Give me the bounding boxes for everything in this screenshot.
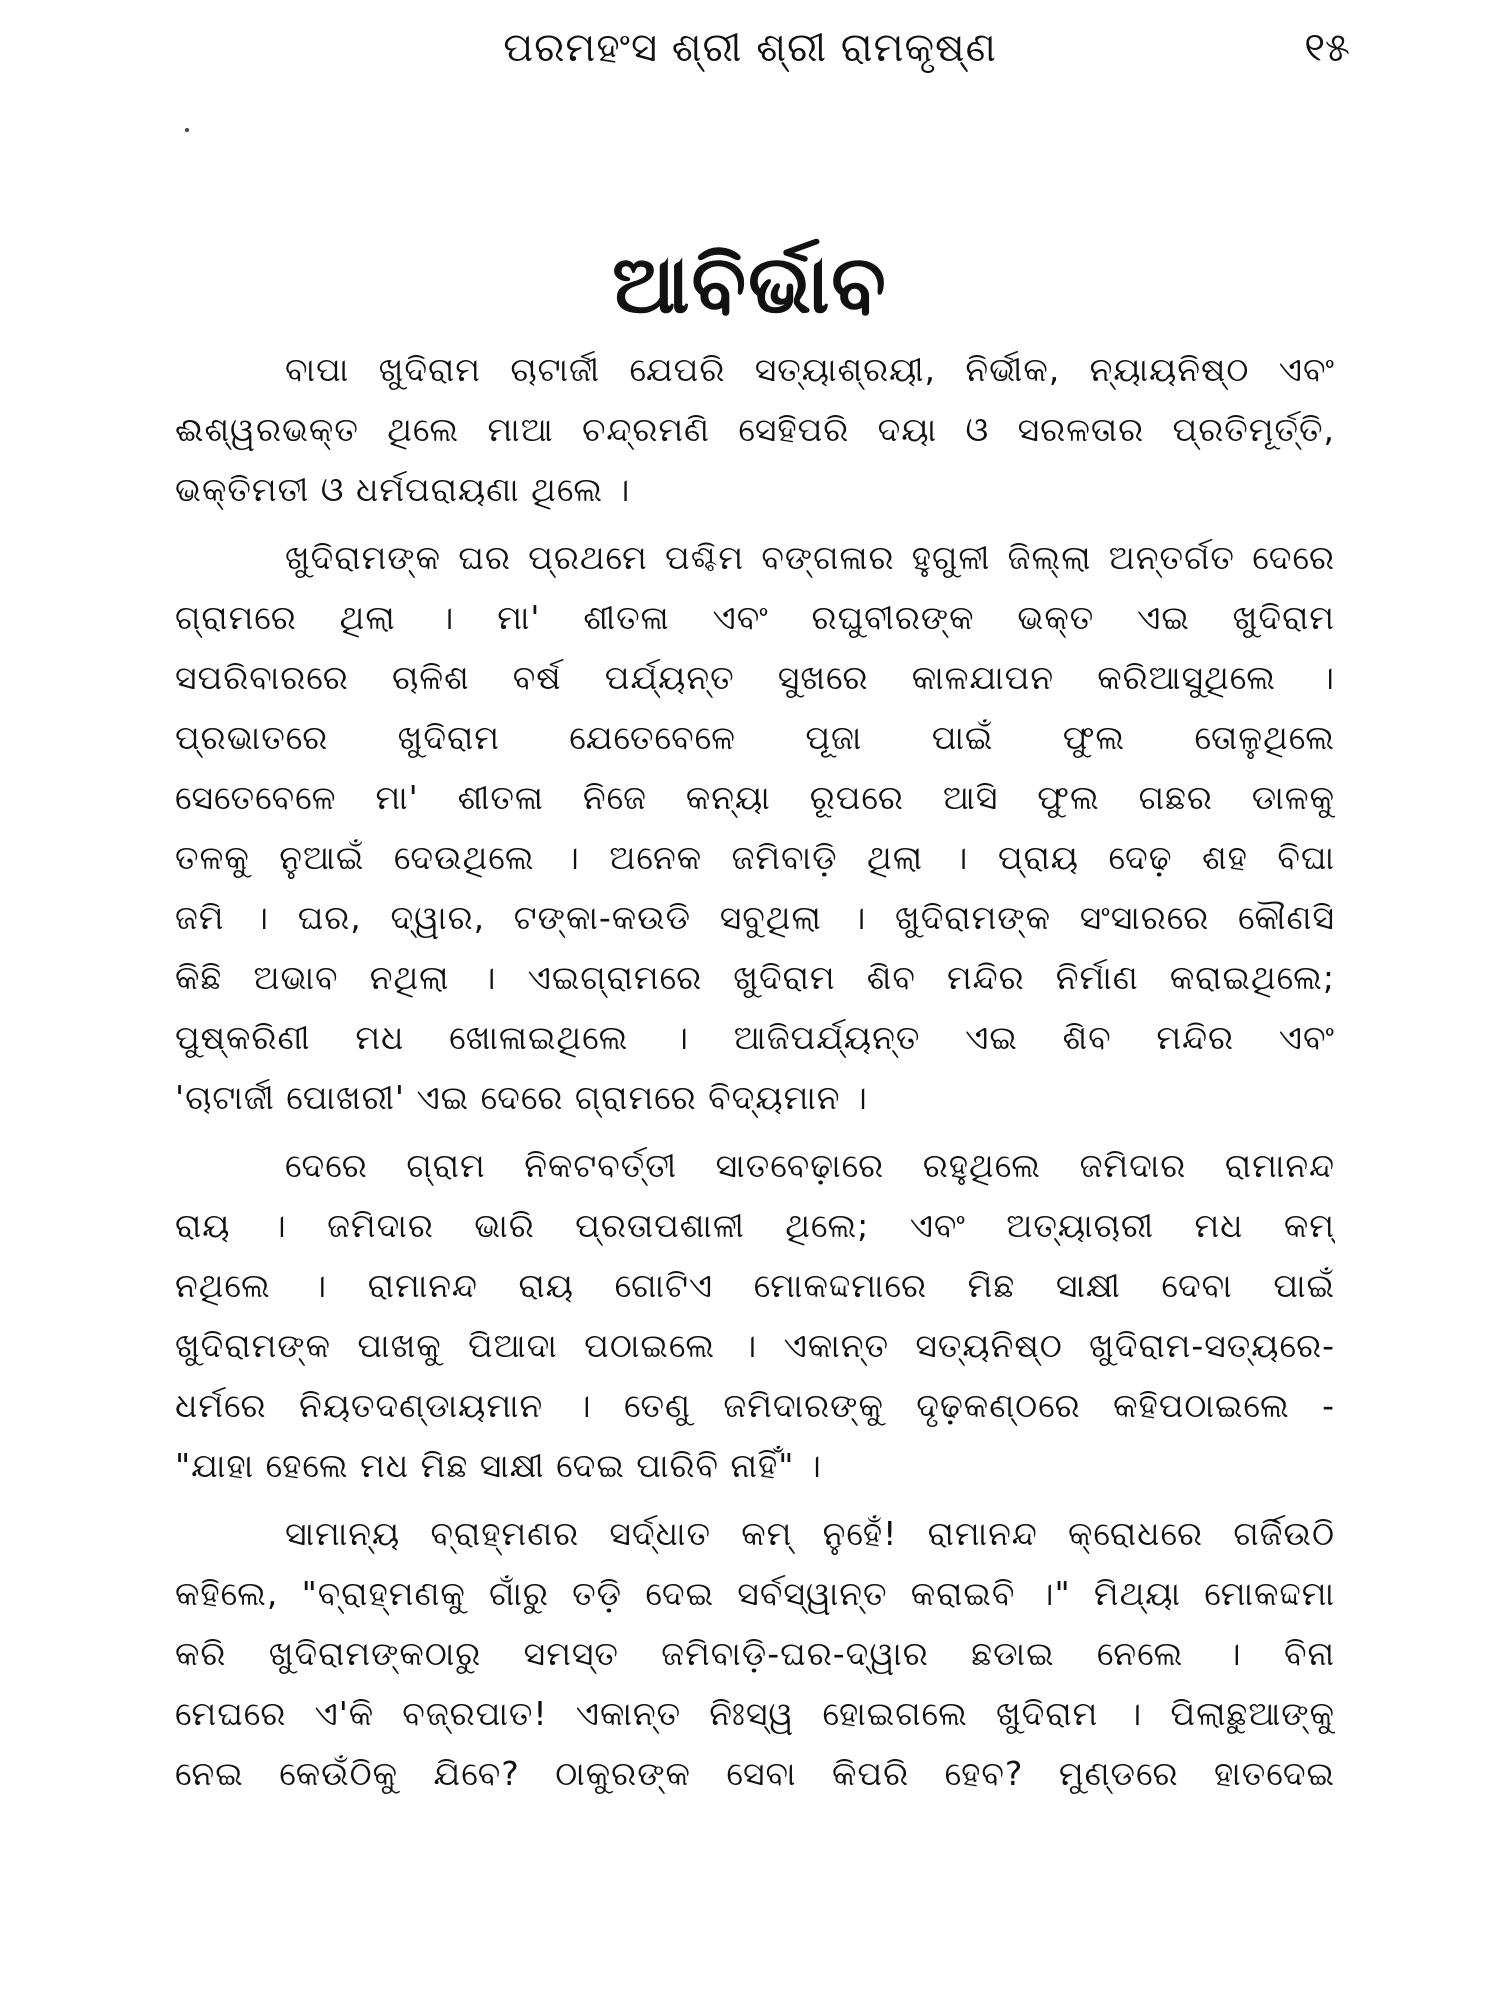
text-line: ପ୍ରଭାତରେ ଖୁଦିରାମ ଯେତେବେଳେ ପୂଜା ପାଇଁ ଫୁଲ ତୋଳୁଥିଲେ bbox=[175, 718, 1335, 757]
body-text bbox=[175, 340, 1335, 1804]
text-line: ପୁଷ୍କରିଣୀ ମଧ ଖୋଳାଇଥିଲେ । ଆଜିପର୍ଯ୍ୟନ୍ତ ଏଇ ଶିବ ମନ୍ଦିର ଏବଂ bbox=[175, 1018, 1335, 1057]
text-line: ସେତେବେଳେ ମା' ଶୀତଳା ନିଜେ କନ୍ୟା ରୂପରେ ଆସି ଫୁଲ ଗଛର ଡାଳକୁ bbox=[175, 778, 1335, 817]
text-line: ଗ୍ରାମରେ ଥିଲା । ମା' ଶୀତଳା ଏବଂ ରଘୁବୀରଙ୍କ ଭକ୍ତ ଏଇ ଖୁଦିରାମ bbox=[175, 598, 1335, 637]
text-line: କରି ଖୁଦିରାମଙ୍କଠାରୁ ସମସ୍ତ ଜମିବାଡ଼ି-ଘର-ଦ୍ୱାର ଛଡାଇ ନେଲେ । ବିନା bbox=[175, 1634, 1335, 1673]
text-line: ବାପା ଖୁଦିରାମ ଚାଟାର୍ଜୀ ଯେପରି ସତ୍ୟାଶ୍ରୟୀ, ନିର୍ଭୀକ, ନ୍ୟାୟନିଷ୍ଠ ଏବଂ bbox=[285, 350, 1335, 389]
print-speck bbox=[185, 128, 189, 132]
page-number: ୧୫ bbox=[1304, 25, 1350, 71]
text-line: ଜମି । ଘର, ଦ୍ୱାର, ଟଙ୍କା-କଉଡି ସବୁଥିଲା । ଖୁଦିରାମଙ୍କ ସଂସାରରେ କୌଣସି bbox=[175, 898, 1335, 937]
text-line: ନଥିଲେ । ରାମାନନ୍ଦ ରାୟ ଗୋଟିଏ ମୋକଦ୍ଦମାରେ ମିଛ ସାକ୍ଷୀ ଦେବା ପାଇଁ bbox=[175, 1266, 1335, 1305]
chapter-title: ଆବିର୍ଭାବ bbox=[612, 238, 888, 331]
text-line: କିଛି ଅଭାବ ନଥିଲା । ଏଇଗ୍ରାମରେ ଖୁଦିରାମ ଶିବ ମନ୍ଦିର ନିର୍ମାଣ କରାଇଥିଲେ; bbox=[175, 958, 1335, 997]
paragraph-1 bbox=[175, 340, 1335, 520]
text-line: ଈଶ୍ୱରଭକ୍ତ ଥିଲେ ମାଆ ଚନ୍ଦ୍ରମଣି ସେହିପରି ଦୟା ଓ ସରଳତାର ପ୍ରତିମୂର୍ତ୍ତି, bbox=[175, 410, 1335, 449]
text-line: "ଯାହା ହେଲେ ମଧ ମିଛ ସାକ୍ଷୀ ଦେଇ ପାରିବି ନାହିଁ" । bbox=[175, 1446, 822, 1485]
text-line: ସାମାନ୍ୟ ବ୍ରାହ୍ମଣର ସର୍ଦ୍ଧାତ କମ୍ ନୁହେଁ! ରାମାନନ୍ଦ କ୍ରୋଧରେ ଗର୍ଜିଉଠି bbox=[285, 1514, 1335, 1553]
paragraph-2 bbox=[175, 528, 1335, 1128]
running-title: ପରମହଂସ ଶ୍ରୀ ଶ୍ରୀ ରାମକୃଷ୍ଣ bbox=[503, 25, 997, 71]
running-header bbox=[0, 18, 1500, 78]
text-line: ସପରିବାରରେ ଚାଳିଶ ବର୍ଷ ପର୍ଯ୍ୟନ୍ତ ସୁଖରେ କାଳଯାପନ କରିଆସୁଥିଲେ । bbox=[175, 658, 1335, 697]
paragraph-4 bbox=[175, 1504, 1335, 1804]
text-line: ନେଇ କେଉଁଠିକୁ ଯିବେ? ଠାକୁରଙ୍କ ସେବା କିପରି ହେବ? ମୁଣ୍ଡରେ ହାତଦେଇ bbox=[175, 1754, 1335, 1793]
text-line: ରାୟ । ଜମିଦାର ଭାରି ପ୍ରତାପଶାଳୀ ଥିଲେ; ଏବଂ ଅତ୍ୟାଚାରୀ ମଧ କମ୍ bbox=[175, 1206, 1335, 1245]
text-line: ଦେରେ ଗ୍ରାମ ନିକଟବର୍ତ୍ତୀ ସାତବେଢ଼ାରେ ରହୁଥିଲେ ଜମିଦାର ରାମାନନ୍ଦ bbox=[285, 1146, 1335, 1185]
text-line: 'ଚାଟାର୍ଜୀ ପୋଖରୀ' ଏଇ ଦେରେ ଗ୍ରାମରେ ବିଦ୍ୟମାନ । bbox=[175, 1078, 868, 1117]
text-line: ତଳକୁ ନୁଆଇଁ ଦେଉଥିଲେ । ଅନେକ ଜମିବାଡ଼ି ଥିଲା । ପ୍ରାୟ ଦେଢ଼ ଶହ ବିଘା bbox=[175, 838, 1335, 877]
text-line: କହିଲେ, "ବ୍ରାହ୍ମଣକୁ ଗାଁରୁ ତଡ଼ି ଦେଇ ସର୍ବସ୍ୱାନ୍ତ କରାଇବି ।" ମିଥ୍ୟା ମୋକଦ୍ଦମା bbox=[175, 1574, 1335, 1613]
text-line: ଖୁଦିରାମଙ୍କ ଘର ପ୍ରଥମେ ପଶ୍ଚିମ ବଙ୍ଗଳାର ହୁଗୁଳୀ ଜିଲ୍ଲା ଅନ୍ତର୍ଗତ ଦେରେ bbox=[285, 538, 1335, 577]
text-line: ମେଘରେ ଏ'କି ବଜ୍ରପାତ! ଏକାନ୍ତ ନିଃସ୍ୱ ହୋଇଗଲେ ଖୁଦିରାମ । ପିଲାଛୁଆଙ୍କୁ bbox=[175, 1694, 1335, 1733]
text-line: ଧର୍ମରେ ନିୟତଦଣ୍ଡାୟମାନ । ତେଣୁ ଜମିଦାରଙ୍କୁ ଦୃଢ଼କଣ୍ଠରେ କହିପଠାଇଲେ - bbox=[175, 1386, 1335, 1425]
text-line: ଭକ୍ତିମତୀ ଓ ଧର୍ମପରାୟଣା ଥିଲେ । bbox=[175, 470, 631, 509]
paragraph-3 bbox=[175, 1136, 1335, 1496]
text-line: ଖୁଦିରାମଙ୍କ ପାଖକୁ ପିଆଦା ପଠାଇଲେ । ଏକାନ୍ତ ସତ୍ୟନିଷ୍ଠ ଖୁଦିରାମ-ସତ୍ୟରେ- bbox=[175, 1326, 1335, 1365]
